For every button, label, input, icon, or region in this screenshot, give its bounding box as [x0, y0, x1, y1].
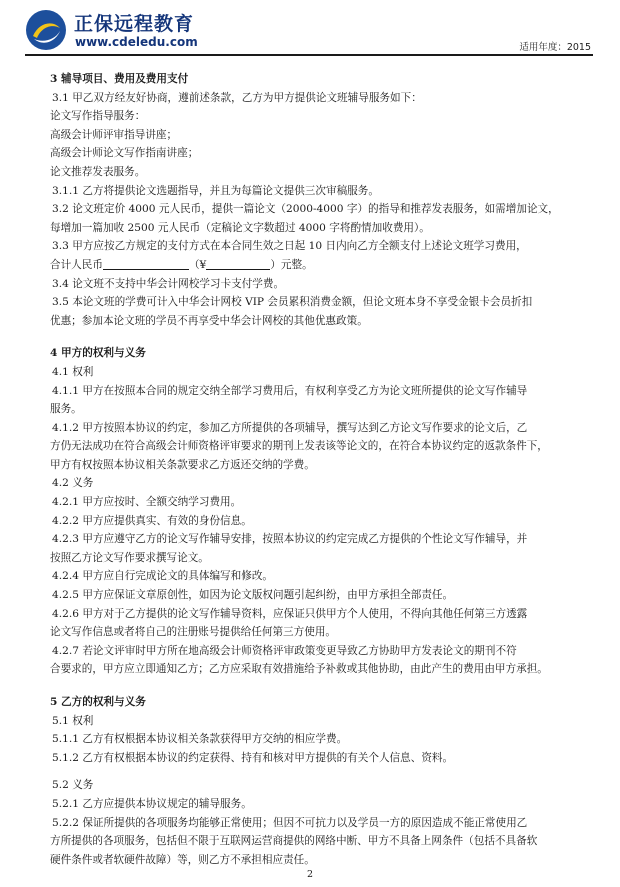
page-number: 2 — [306, 869, 314, 880]
header-rule — [25, 54, 593, 56]
brand-url: www.cdeledu.com — [75, 35, 198, 49]
paragraph-line: 高级会计师论文写作指南讲座； — [50, 147, 199, 160]
section-heading: 4 甲方的权利与义务 — [50, 347, 146, 360]
paragraph-line: 4.2.1 甲方应按时、全额交纳学习费用。 — [52, 496, 242, 509]
paragraph-line: 3.5 本论文班的学费可计入中华会计网校 VIP 会员累积消费金额，但论文班本身不享受金银卡会员折扣 — [52, 296, 533, 309]
amount-number-blank[interactable] — [206, 257, 270, 270]
paragraph-line: 5.2.1 乙方应提供本协议规定的辅导服务。 — [52, 797, 252, 810]
section-heading: 3 辅导项目、费用及费用支付 — [50, 73, 189, 85]
paragraph-line: 3.1 甲乙双方经友好协商，遵前述条款，乙方为甲方提供论文班辅导服务如下： — [52, 91, 422, 104]
paragraph-line: 3.4 论文班不支持中华会计网校学习卡支付学费。 — [52, 277, 285, 290]
amount-line — [50, 256, 590, 275]
paragraph-line: 硬件条件或者软硬件故障）等，则乙方不承担相应责任。 — [50, 853, 315, 866]
paragraph-line: 3.1.1 乙方将提供论文选题指导，并且为每篇论文提供三次审稿服务。 — [52, 184, 379, 197]
paragraph-line: 5.2.2 保证所提供的各项服务均能够正常使用；但因不可抗力以及学员一方的原因造成不能正常使用乙 — [52, 816, 528, 829]
amount-currency: （¥ — [188, 258, 207, 271]
paragraph-line: 5.1.1 乙方有权根据本协议相关条款获得甲方交纳的相应学费。 — [52, 733, 348, 746]
paragraph-line: 4.2.7 若论文评审时甲方所在地高级会计师资格评审政策变更导致乙方协助甲方发表论文的期刊不符 — [52, 644, 517, 657]
subsection-heading: 5.1 权利 — [52, 714, 94, 727]
paragraph-line: 论文写作指导服务： — [50, 110, 146, 123]
brand-name: 正保远程教育 — [74, 13, 195, 35]
paragraph-line: 每增加一篇加收 2500 元人民币（定稿论文字数超过 4000 字将酌情加收费用）。 — [50, 221, 430, 234]
paragraph-line: 5.1.2 乙方有权根据本协议的约定获得、持有和核对甲方提供的有关个人信息、资料。 — [52, 751, 454, 764]
subsection-heading: 4.2 义务 — [52, 477, 94, 490]
paragraph-line: 4.2.5 甲方应保证文章原创性，如因为论文版权问题引起纠纷，由甲方承担全部责任。 — [52, 589, 454, 602]
paragraph-line: 方所提供的各项服务，包括但不限于互联网运营商提供的网络中断、甲方不具备上网条件（包括不具备软 — [50, 835, 538, 848]
paragraph-line: 高级会计师评审指导讲座； — [50, 128, 178, 141]
page-header — [0, 0, 620, 58]
paragraph-line: 服务。 — [50, 403, 82, 416]
amount-suffix: ）元整。 — [270, 258, 313, 271]
paragraph-line: 4.2.4 甲方应自行完成论文的具体编写和修改。 — [52, 570, 274, 583]
paragraph-line: 4.2.2 甲方应提供真实、有效的身份信息。 — [52, 514, 252, 527]
brand-logo-icon — [25, 9, 67, 51]
paragraph-line: 4.1.1 甲方在按照本合同的规定交纳全部学习费用后，有权利享受乙方为论文班所提供的论文写作辅导 — [52, 384, 528, 397]
paragraph-line: 3.3 甲方应按乙方规定的支付方式在本合同生效之日起 10 日内向乙方全额支付上述论文班学习费用， — [52, 240, 527, 253]
paragraph-line: 论文写作信息或者将自己的注册账号提供给任何第三方使用。 — [50, 626, 337, 639]
paragraph-line: 论文推荐发表服务。 — [50, 165, 146, 178]
paragraph-line: 按照乙方论文写作要求撰写论文。 — [50, 551, 209, 564]
subsection-heading: 4.1 权利 — [52, 365, 94, 378]
paragraph-line: 优惠；参加本论文班的学员不再享受中华会计网校的其他优惠政策。 — [50, 314, 368, 327]
paragraph-line: 4.2.6 甲方对于乙方提供的论文写作辅导资料，应保证只供甲方个人使用，不得向其他任何第三方透露 — [52, 607, 528, 620]
amount-blank[interactable] — [103, 257, 189, 270]
applicable-year: 适用年度：2015 — [519, 42, 591, 53]
paragraph-line: 4.2.3 甲方应遵守乙方的论文写作辅导安排，按照本协议的约定完成乙方提供的个性论文写作辅导，并 — [52, 533, 528, 546]
section-heading: 5 乙方的权利与义务 — [50, 696, 146, 708]
paragraph-line: 合要求的，甲方应立即通知乙方；乙方应采取有效措施给予补救或其他协助，由此产生的费用由甲方承担。 — [50, 663, 548, 676]
subsection-heading: 5.2 义务 — [52, 779, 94, 792]
document-body — [50, 70, 590, 869]
paragraph-line: 4.1.2 甲方按照本协议的约定，参加乙方所提供的各项辅导，撰写达到乙方论文写作要求的论文后，乙 — [52, 421, 528, 434]
paragraph-line: 方仍无法成功在符合高级会计师资格评审要求的期刊上发表该等论文的，在符合本协议约定的返款条件下， — [50, 440, 548, 453]
paragraph-line: 3.2 论文班定价 4000 元人民币，提供一篇论文（2000-4000 字）的指导和推荐发表服务，如需增加论文， — [52, 203, 559, 216]
amount-label: 合计人民币 — [50, 258, 103, 271]
paragraph-line: 甲方有权按照本协议相关条款要求乙方返还交纳的学费。 — [50, 458, 315, 471]
